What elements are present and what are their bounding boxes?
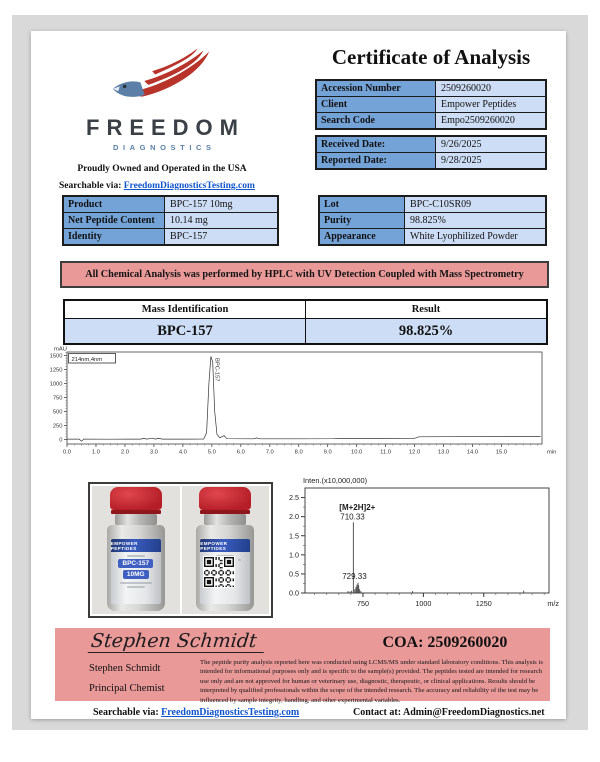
table-row [317,137,545,152]
svg-text:1.0: 1.0 [91,449,100,456]
table-row [64,197,277,212]
product-photo-box [88,482,273,618]
svg-text:0: 0 [59,437,63,444]
signatory-role: Principal Chemist [89,683,165,694]
searchable-line [59,181,255,191]
row-label: Client [317,97,435,112]
svg-text:9.0: 9.0 [323,449,332,456]
vial-back [192,487,258,611]
row-label: Received Date: [317,137,435,152]
vial-brand-band: EMPOWER PEPTIDES [111,539,161,552]
coa-number: COA: 2509260020 [382,634,508,651]
svg-text:0.5: 0.5 [289,569,299,579]
row-value: 98.825% [404,213,545,228]
row-label: Search Code [317,113,435,128]
svg-text:12.0: 12.0 [408,449,421,456]
row-value: Empo2509260020 [435,113,545,128]
searchable-label: Searchable via: [59,181,122,191]
tagline: Proudly Owned and Operated in the USA [77,164,247,174]
svg-text:Inten.(x10,000,000): Inten.(x10,000,000) [303,476,368,485]
product-table [62,195,279,246]
mass-header-cell: Mass Identification [65,301,306,318]
qr-code [203,556,235,588]
table-row [317,81,545,96]
svg-text:0.0: 0.0 [62,449,72,456]
svg-text:0.0: 0.0 [289,588,299,598]
table-row [320,213,545,228]
certificate-page [31,31,566,719]
eagle-logo-icon [103,45,221,111]
table-row [317,153,545,168]
result-value-cell: 98.825% [398,323,454,339]
label-fineprint-line [238,559,241,561]
row-value: BPC-C10SR09 [404,197,545,212]
svg-text:11.0: 11.0 [380,449,392,456]
logo-wordmark: FREEDOM [86,115,245,140]
svg-text:[M+2H]2+: [M+2H]2+ [339,502,376,512]
vial-photo-back [182,486,270,614]
svg-text:1.5: 1.5 [289,531,299,541]
svg-text:min: min [547,449,556,456]
mass-table-header [65,301,546,319]
label-fineprint-line [127,555,145,557]
label-fineprint-line [120,582,152,584]
svg-text:4.0: 4.0 [178,449,187,456]
row-label: Purity [320,213,404,228]
table-row [317,113,545,128]
row-value: 9/26/2025 [435,137,545,152]
row-label: Accession Number [317,81,435,96]
signature-script: Stephen Schmidt [88,630,266,653]
vial-glass [196,525,254,611]
svg-text:15.0: 15.0 [495,449,508,456]
hplc-chromatogram [41,345,556,469]
footer-searchable-label: Searchable via: [93,707,159,718]
vial-front [103,487,169,611]
vial-product-chip: BPC-157 [118,559,153,568]
vial-label [200,539,250,604]
table-row [64,213,277,228]
row-label: Appearance [320,229,404,244]
svg-text:1.0: 1.0 [289,550,299,560]
footer-searchable [93,707,299,718]
row-label: Lot [320,197,404,212]
logo-subtitle: DIAGNOSTICS [112,143,216,152]
label-fineprint-line [127,586,145,588]
row-value: Empower Peptides [435,97,545,112]
vial-glass [107,525,165,611]
lot-table [318,195,547,246]
svg-text:750: 750 [356,599,369,608]
row-value: BPC-157 [164,229,277,244]
vial-crimp [204,514,246,525]
row-value: 2509260020 [435,81,545,96]
vial-label [111,539,161,604]
svg-text:1250: 1250 [49,367,63,374]
table-row [320,197,545,212]
row-value: 9/28/2025 [435,153,545,168]
svg-text:mAU: mAU [54,346,67,353]
mass-value-cell: BPC-157 [65,319,306,343]
svg-text:2.5: 2.5 [289,493,299,503]
table-row [64,229,277,244]
vial-cap [110,487,162,510]
searchable-link[interactable]: FreedomDiagnosticsTesting.com [123,181,255,191]
svg-text:250: 250 [52,423,63,430]
vial-brand-band: EMPOWER PEPTIDES [200,539,250,552]
svg-text:500: 500 [52,409,63,416]
svg-text:14.0: 14.0 [466,449,479,456]
mass-identification-table [63,299,548,345]
gray-backdrop [12,15,588,730]
row-label: Product [64,197,164,212]
vial-crimp [115,514,157,525]
row-label: Identity [64,229,164,244]
svg-text:2.0: 2.0 [289,512,299,522]
svg-text:BPC-157: BPC-157 [213,358,220,382]
svg-text:m/z: m/z [547,599,559,608]
svg-text:13.0: 13.0 [437,449,450,456]
svg-text:2.0: 2.0 [120,449,129,456]
accession-table [315,79,547,130]
svg-text:1250: 1250 [475,599,492,608]
row-label: Net Peptide Content [64,213,164,228]
svg-text:5.0: 5.0 [207,449,216,456]
row-value: 10.14 mg [164,213,277,228]
svg-text:1000: 1000 [49,381,63,388]
svg-text:3.0: 3.0 [149,449,158,456]
mass-spectrum [281,473,561,623]
row-value: BPC-157 10mg [164,197,277,212]
row-value: White Lyophilized Powder [404,229,545,244]
footer-searchable-link[interactable]: FreedomDiagnosticsTesting.com [161,707,300,718]
signature-box [55,628,550,704]
svg-text:710.33: 710.33 [340,512,365,522]
svg-text:10.0: 10.0 [350,449,363,456]
mass-table-values [65,319,546,343]
vial-photo-front [92,486,180,614]
svg-text:8.0: 8.0 [294,449,303,456]
vial-dose-chip: 10MG [123,570,149,579]
footer-contact: Contact at: Admin@FreedomDiagnostics.net [353,707,545,718]
svg-text:1000: 1000 [415,599,432,608]
disclaimer-text: The peptide purity analysis reported here was conducted using LCMS/MS under standard laboratory conditions. This analysis is intended for informational purposes only and is specific to the sample(s) provided. The peptides tested are intended for research use only and are not approved for human or veterinary use, diagnostic, therapeutic, or clinical applications. Results should be interpreted by qualified professionals within the scope of the intended research. The accuracy and reliability of the test may be influenced by sample integrity, handling, and other experimental variables. [200,659,543,704]
svg-text:6.0: 6.0 [236,449,245,456]
dates-table [315,135,547,170]
svg-text:750: 750 [52,395,63,402]
vial-cap [199,487,251,510]
svg-text:214nm,4nm: 214nm,4nm [71,356,103,363]
svg-text:7.0: 7.0 [265,449,274,456]
table-row [320,229,545,244]
svg-text:1500: 1500 [49,353,63,360]
svg-text:729.33: 729.33 [342,571,367,581]
method-banner: All Chemical Analysis was performed by HPLC with UV Detection Coupled with Mass Spectrometry [60,261,549,288]
page-title: Certificate of Analysis [331,45,531,69]
signatory-name: Stephen Schmidt [89,663,161,674]
table-row [317,97,545,112]
row-label: Reported Date: [317,153,435,168]
result-header-cell: Result [411,304,441,315]
